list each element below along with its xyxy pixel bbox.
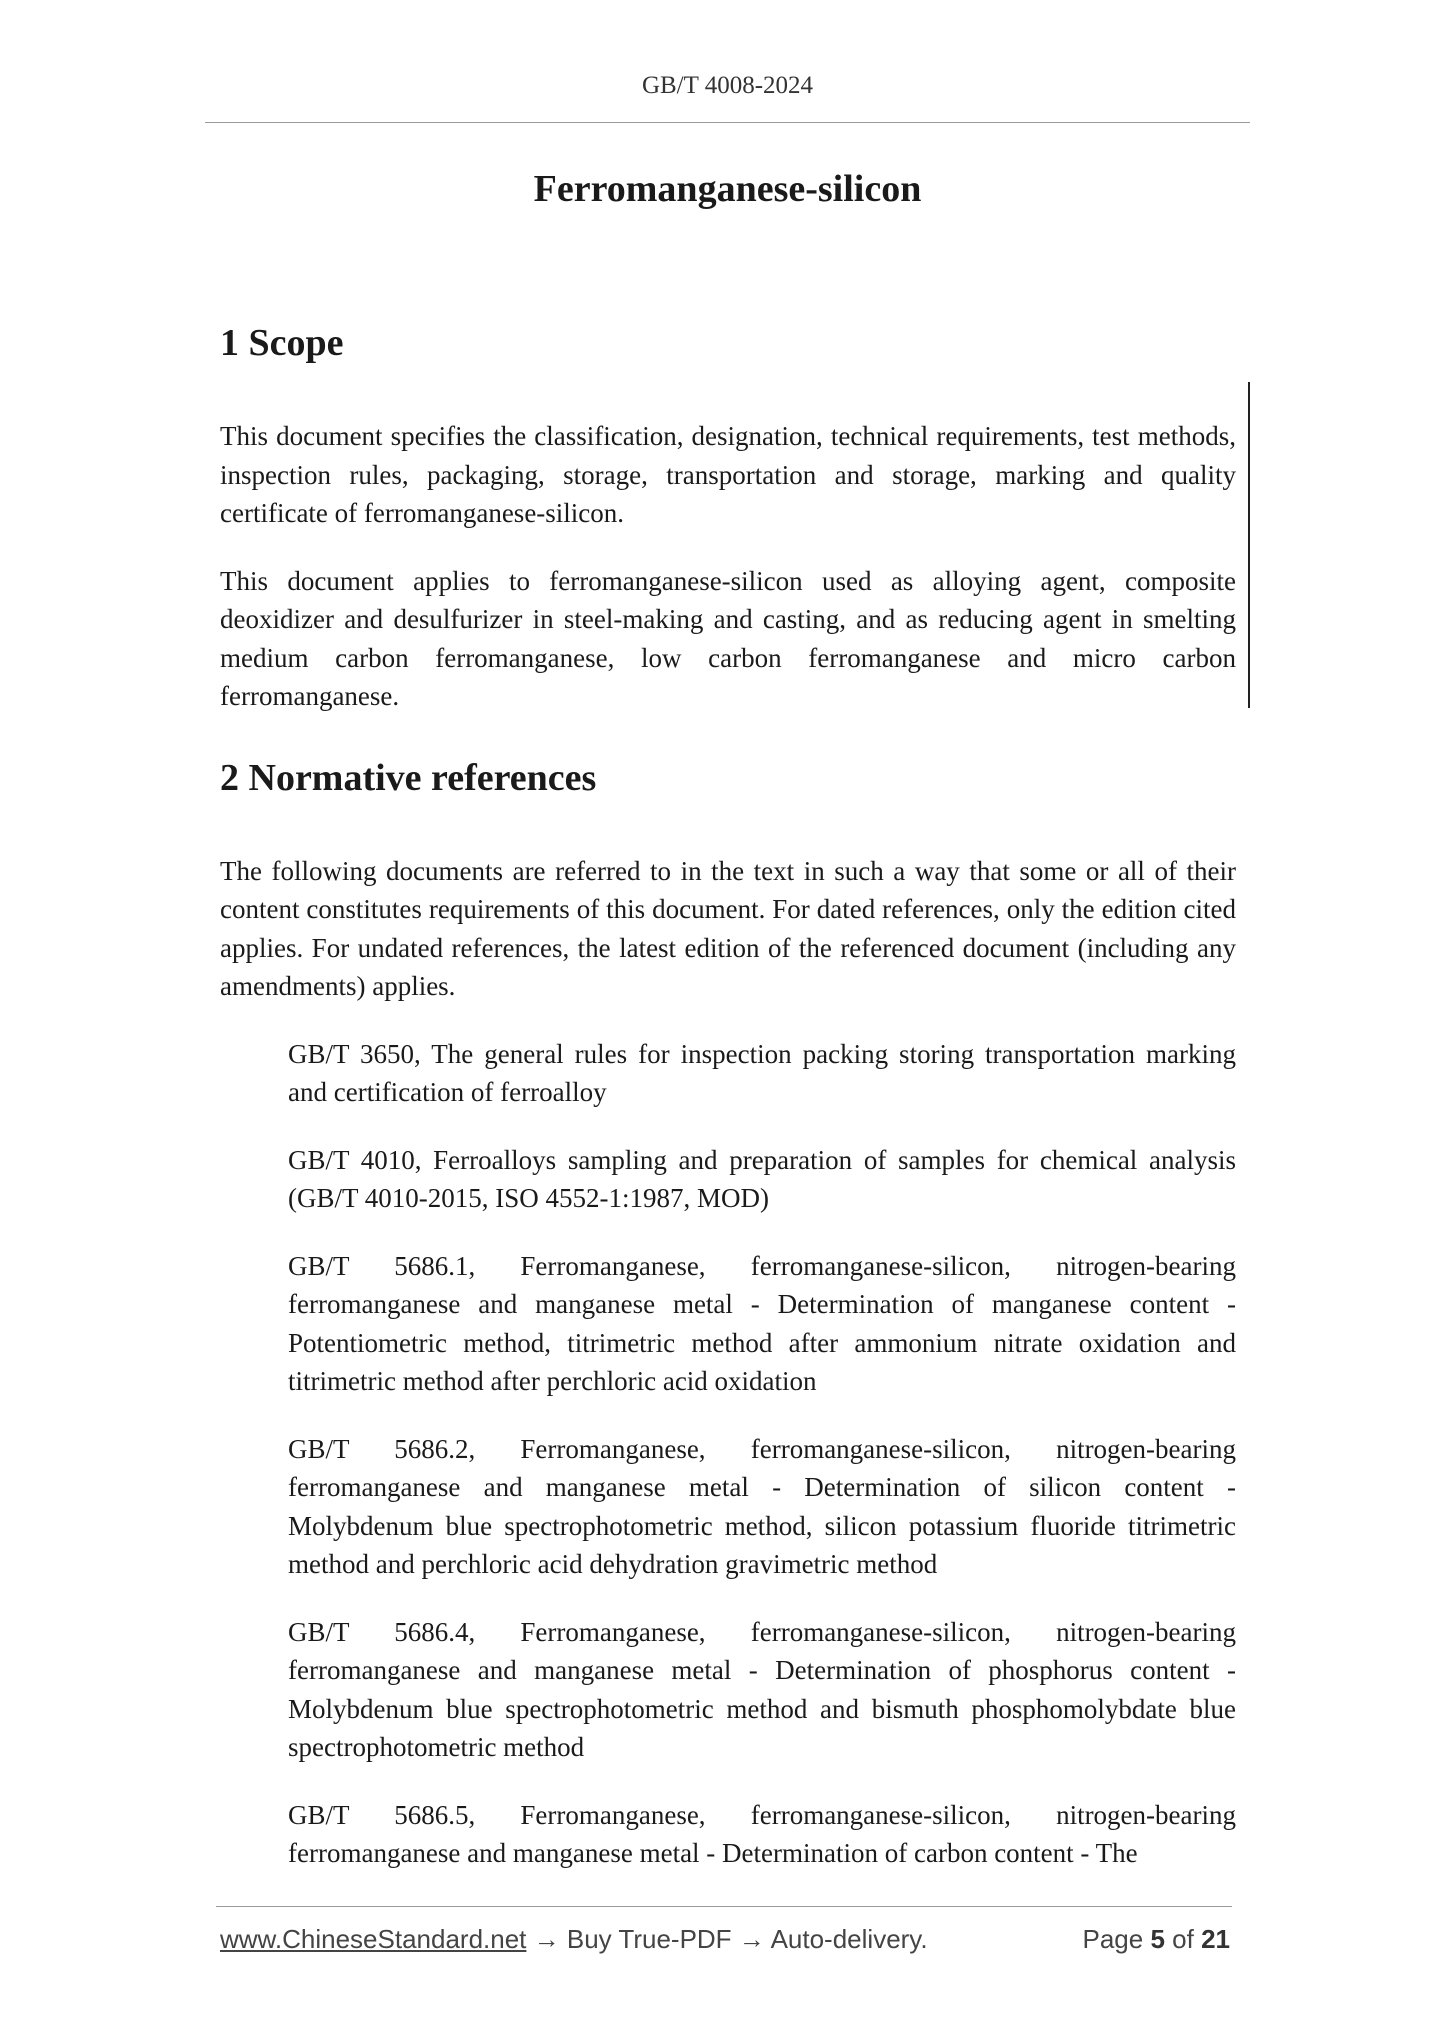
page-of-label: of bbox=[1172, 1924, 1194, 1954]
current-page-number: 5 bbox=[1150, 1924, 1165, 1954]
page-number bbox=[1082, 1924, 1230, 1955]
reference-item: GB/T 5686.2, Ferromanganese, ferromanganese-silicon, nitrogen-bearing ferromanganese and manganese metal - Determination of silicon content - Molybdenum blue spectrophotometric method, silicon potassium fluoride titrimetric method and perchloric acid dehydration gravimetric method bbox=[288, 1433, 1236, 1579]
total-pages-number: 21 bbox=[1201, 1924, 1230, 1954]
page-label: Page bbox=[1082, 1924, 1144, 1954]
site-link[interactable]: www.ChineseStandard.net bbox=[220, 1924, 527, 1954]
section-heading-scope: 1 Scope bbox=[220, 322, 344, 364]
reference-list bbox=[220, 1035, 1236, 1873]
scope-paragraph-2: This document applies to ferromanganese-silicon used as alloying agent, composite deoxidizer and desulfurizer in steel-making and casting, and as reducing agent in smelting medium carbon ferromanganese, low carbon ferromanganese and micro carbon ferromanganese. bbox=[220, 565, 1236, 711]
reference-item: GB/T 5686.5, Ferromanganese, ferromanganese-silicon, nitrogen-bearing ferromanganese and manganese metal - Determination of carbon content - The bbox=[288, 1799, 1236, 1868]
section-heading-normative-references: 2 Normative references bbox=[220, 756, 597, 799]
reference-item: GB/T 3650, The general rules for inspection packing storing transportation marking and certification of ferroalloy bbox=[288, 1038, 1236, 1107]
reference-item: GB/T 5686.1, Ferromanganese, ferromanganese-silicon, nitrogen-bearing ferromanganese and manganese metal - Determination of manganese content - Potentiometric method, titrimetric method after ammonium nitrate oxidation and titrimetric method after perchloric acid oxidation bbox=[288, 1250, 1236, 1396]
reference-item: GB/T 4010, Ferroalloys sampling and preparation of samples for chemical analysis (GB/T 4010-2015, ISO 4552-1:1987, MOD) bbox=[288, 1144, 1236, 1213]
footer-promo bbox=[220, 1924, 928, 1955]
page-footer bbox=[220, 1924, 1230, 1960]
references-intro-paragraph: The following documents are referred to in the text in such a way that some or all of their content constitutes requirements of this document. For dated references, only the edition cited applies. For undated references, the latest edition of the referenced document (including any amendments) applies. bbox=[220, 855, 1236, 1001]
header-divider bbox=[205, 122, 1250, 123]
scope-paragraph-1: This document specifies the classification, designation, technical requirements, test methods, inspection rules, packaging, storage, transportation and storage, marking and quality certificate of ferromanganese-silicon. bbox=[220, 421, 1236, 528]
footer-promo-text: → Buy True-PDF → Auto-delivery. bbox=[526, 1924, 928, 1954]
document-title: Ferromanganese-silicon bbox=[533, 168, 922, 210]
revision-change-bar bbox=[1248, 382, 1250, 708]
reference-item: GB/T 5686.4, Ferromanganese, ferromanganese-silicon, nitrogen-bearing ferromanganese and manganese metal - Determination of phosphorus content - Molybdenum blue spectrophotometric method and bismuth phosphomolybdate blue spectrophotometric method bbox=[288, 1616, 1236, 1762]
document-body bbox=[220, 318, 1236, 1873]
footer-divider bbox=[216, 1906, 1232, 1907]
running-header: GB/T 4008-2024 bbox=[641, 72, 814, 99]
